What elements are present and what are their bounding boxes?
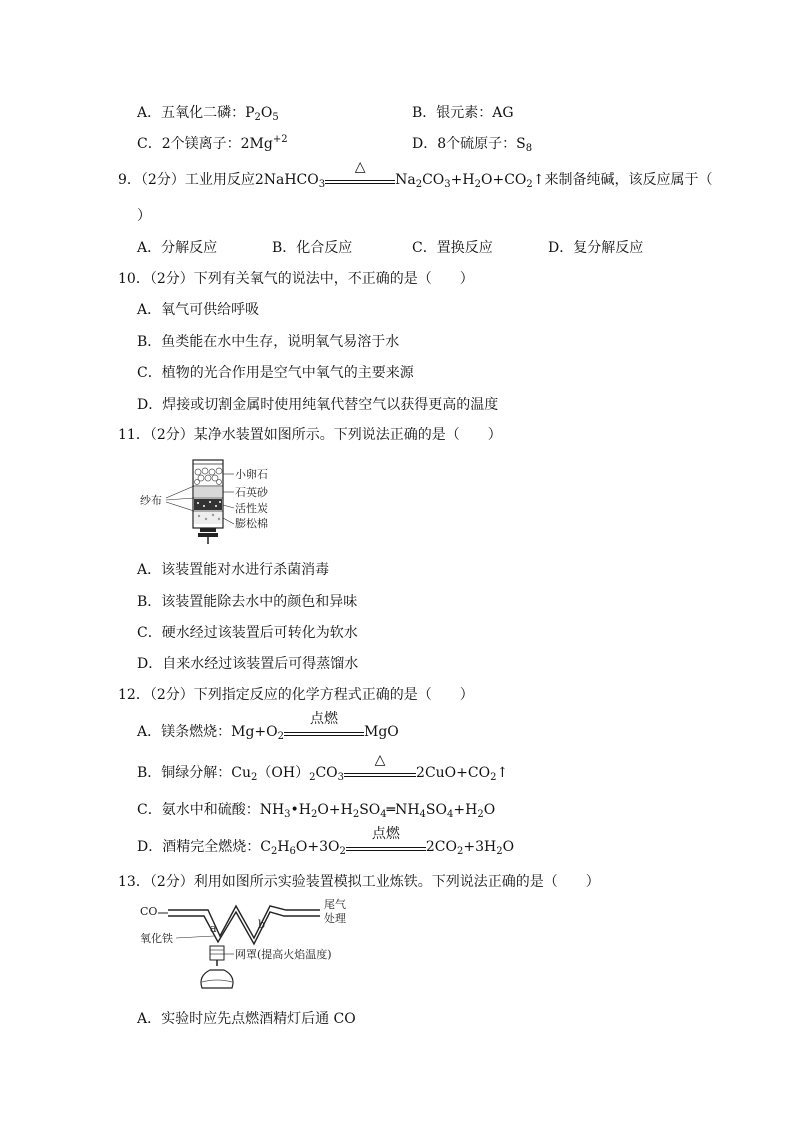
q12-stem: 12．（2分）下列指定反应的化学方程式正确的是（ ） xyxy=(118,687,474,703)
label-carbon: 活性炭 xyxy=(235,502,268,515)
q8-option-d: D．8个硫原子：$S_8$ xyxy=(412,136,533,154)
q9-stem: 9．（2分）工业用反应2NaHCO$_3$ △ $Na_2CO_3+H_2O+CO_2↑$来制备纯碱，该反应属于（ xyxy=(118,159,713,190)
q10-option-b: B．鱼类能在水中生存，说明氧气易溶于水 xyxy=(137,334,400,350)
q9-option-b: B．化合反应 xyxy=(272,240,353,256)
q12-option-b: B．铜绿分解：$Cu_2(OH)_2CO_3$ △ $2CuO+CO_2↑$ xyxy=(137,752,509,783)
q10-option-c: C．植物的光合作用是空气中氧气的主要来源 xyxy=(137,365,414,381)
label-net: 网罩(提高火焰温度) xyxy=(235,948,332,961)
q8-option-b: B．银元素：AG xyxy=(412,105,514,121)
q10-option-d: D．焊接或切割金属时使用纯氧代替空气以获得更高的温度 xyxy=(137,397,499,413)
label-iron-oxide: 氧化铁 xyxy=(140,932,173,945)
q9-option-c: C．置换反应 xyxy=(412,240,493,256)
reaction-condition: △ xyxy=(325,171,395,189)
q9-option-d: D．复分解反应 xyxy=(548,240,644,256)
q11-option-d: D．自来水经过该装置后可得蒸馏水 xyxy=(137,656,359,672)
q11-stem: 11．（2分）某净水装置如图所示。下列说法正确的是（ ） xyxy=(118,427,502,443)
label-co: CO xyxy=(140,905,158,918)
q10-stem: 10．（2分）下列有关氧气的说法中，不正确的是（ ） xyxy=(118,271,474,287)
q8-option-c: C．2个镁离子：$2Mg^{+2}$ xyxy=(137,134,288,152)
q11-option-b: B．该装置能除去水中的颜色和异味 xyxy=(137,594,358,610)
label-cotton: 膨松棉 xyxy=(235,517,268,530)
label-tail2: 处理 xyxy=(324,912,346,925)
q12-option-c: C．氨水中和硫酸：$NH_3•H_2O+H_2SO_4═NH_4SO_4+H_2O$ xyxy=(137,802,496,820)
q11-option-a: A．该装置能对水进行杀菌消毒 xyxy=(137,562,330,578)
label-tail1: 尾气 xyxy=(324,898,346,911)
q13-stem: 13．（2分）利用如图所示实验装置模拟工业炼铁。下列说法正确的是（ ） xyxy=(118,874,600,890)
q11-option-c: C．硬水经过该装置后可转化为软水 xyxy=(137,625,358,641)
q10-option-a: A．氧气可供给呼吸 xyxy=(137,302,260,318)
q8-option-a: A．五氧化二磷：$P_2O_5$ xyxy=(137,105,279,123)
q9-option-a: A．分解反应 xyxy=(137,240,218,256)
q13-option-a: A．实验时应先点燃酒精灯后通 CO xyxy=(137,1011,356,1027)
q12-option-a: A．镁条燃烧：$Mg+O_2$ 点燃 MgO xyxy=(137,711,399,742)
iron-smelting-figure xyxy=(138,898,368,994)
q9-stem-close: ） xyxy=(137,208,151,224)
label-quartz: 石英砂 xyxy=(235,486,268,499)
label-a: a xyxy=(210,922,217,935)
label-cloth: 纱布 xyxy=(140,494,162,507)
water-filter-figure xyxy=(138,456,308,548)
label-pebble: 小卵石 xyxy=(235,468,268,481)
label-b: b xyxy=(258,918,266,931)
q12-option-d: D．酒精完全燃烧：$C_2H_6O+3O_2$ 点燃 $2CO_2+3H_2O$ xyxy=(137,826,515,857)
